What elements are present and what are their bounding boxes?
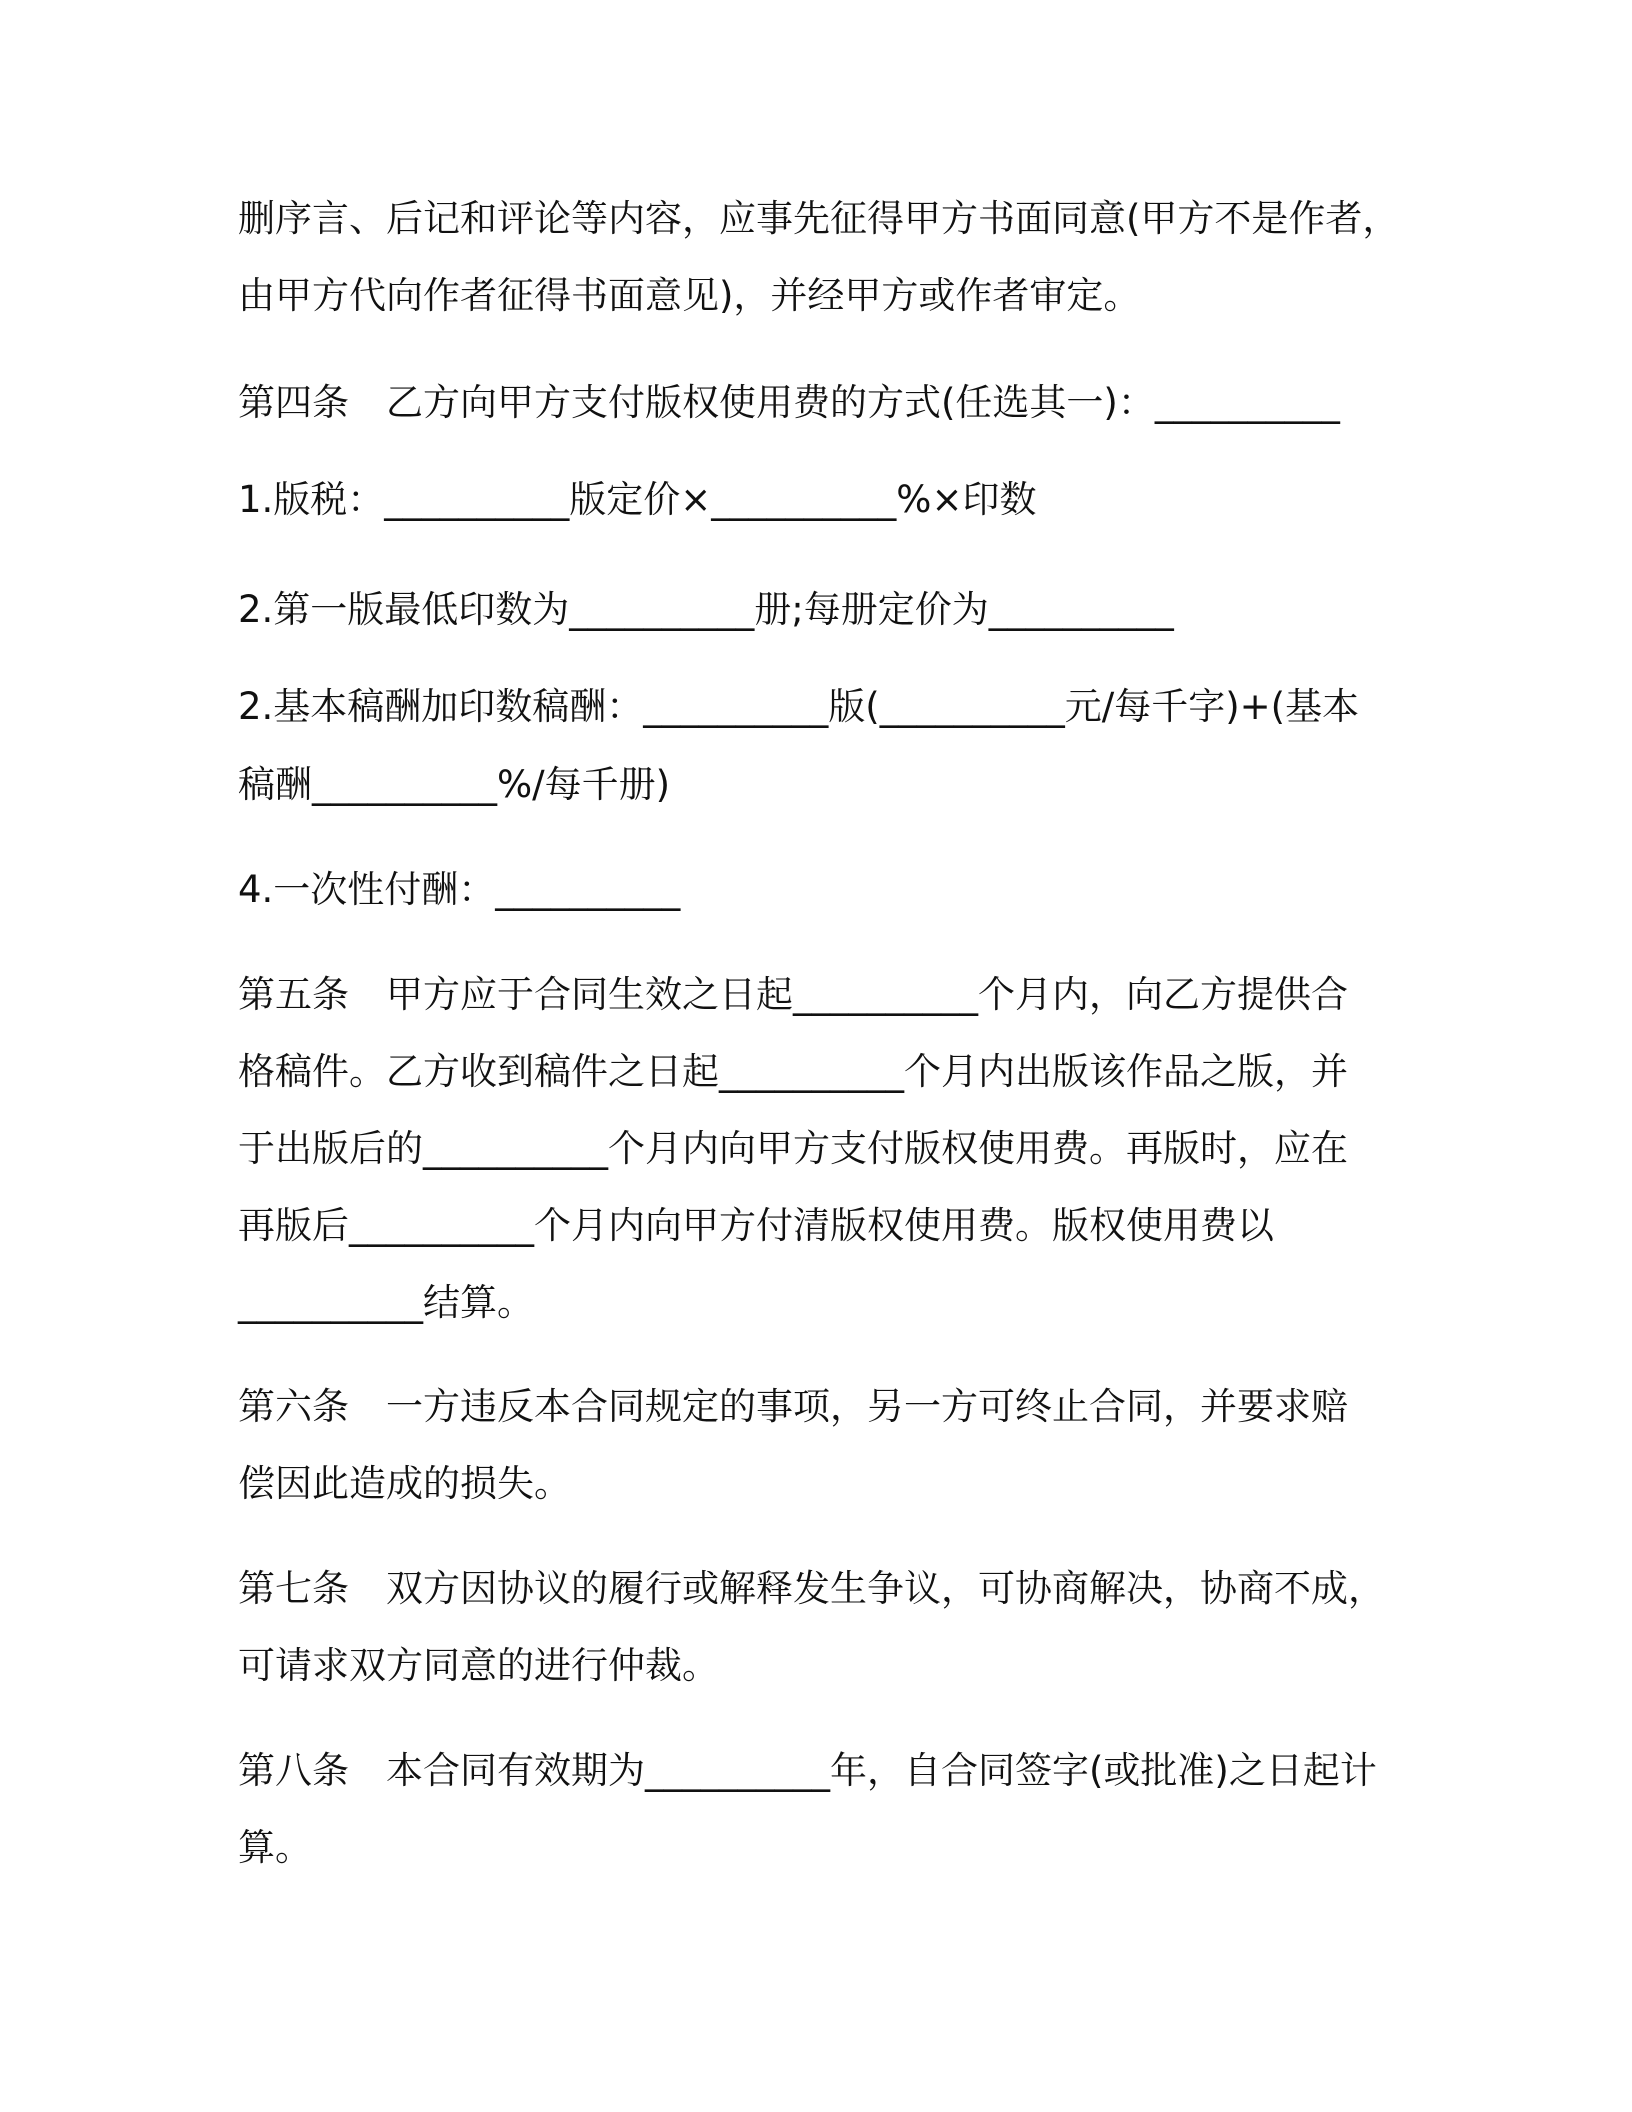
option-royalty-line: 1.版税：__________版定价×__________%×印数 (238, 478, 1037, 521)
option-basic-fee-line: 2.基本稿酬加印数稿酬：__________版(__________元/每千字)+(基本 (238, 685, 1360, 728)
text-line: 于出版后的__________个月内向甲方支付版权使用费。再版时，应在 (238, 1127, 1348, 1170)
text-line: 由甲方代向作者征得书面意见)，并经甲方或作者审定。 (238, 274, 1141, 317)
article-6-line: 第六条 一方违反本合同规定的事项，另一方可终止合同，并要求赔 (238, 1385, 1348, 1428)
option-lump-sum-line: 4.一次性付酬：__________ (238, 868, 681, 911)
text-line: 可请求双方同意的进行仲裁。 (238, 1644, 719, 1687)
article-7-line: 第七条 双方因协议的履行或解释发生争议，可协商解决，协商不成， (238, 1567, 1385, 1610)
text-line: 删序言、后记和评论等内容，应事先征得甲方书面同意(甲方不是作者， (238, 197, 1400, 240)
text-line: 稿酬__________%/每千册) (238, 763, 671, 806)
text-line: __________结算。 (238, 1281, 534, 1324)
article-4-heading-line: 第四条 乙方向甲方支付版权使用费的方式(任选其一)：__________ (238, 381, 1340, 424)
article-5-line: 第五条 甲方应于合同生效之日起__________个月内，向乙方提供合 (238, 973, 1348, 1016)
text-line: 再版后__________个月内向甲方付清版权使用费。版权使用费以 (238, 1204, 1274, 1247)
text-line: 格稿件。乙方收到稿件之日起__________个月内出版该作品之版，并 (238, 1050, 1348, 1093)
article-8-line: 第八条 本合同有效期为__________年，自合同签字(或批准)之日起计 (238, 1749, 1377, 1792)
text-line: 算。 (238, 1826, 312, 1869)
text-line: 偿因此造成的损失。 (238, 1462, 571, 1505)
option-first-edition-line: 2.第一版最低印数为__________册;每册定价为__________ (238, 588, 1174, 631)
